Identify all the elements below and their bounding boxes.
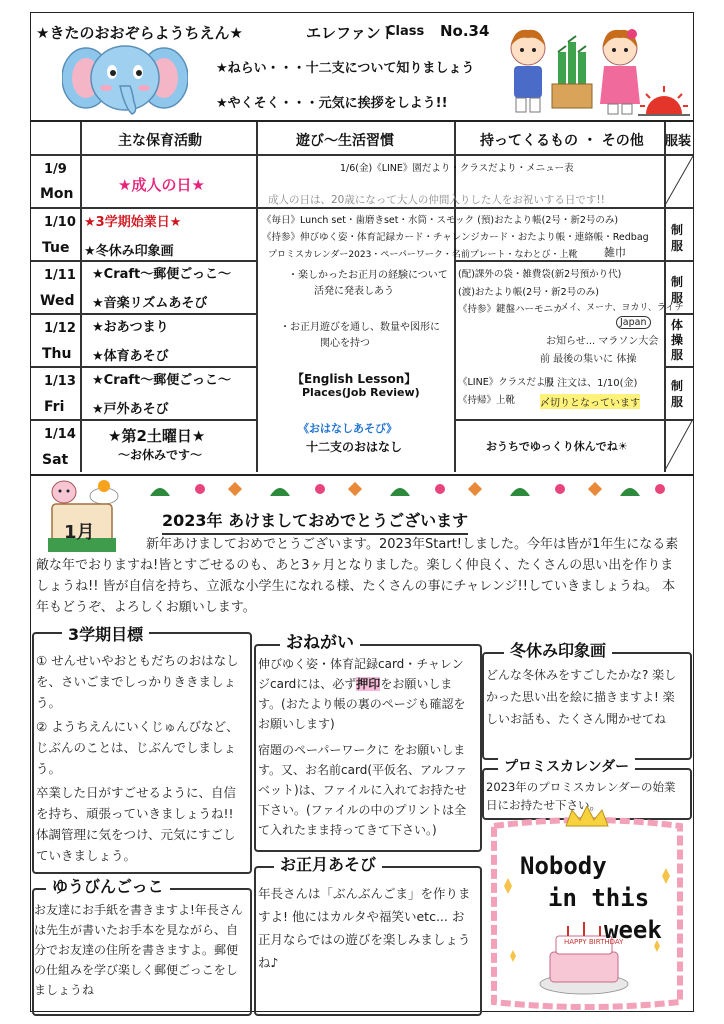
activity-saturday: ★第2土曜日★	[108, 427, 206, 445]
aim-text: ★ねらい・・・十二支について知りましょう	[216, 61, 475, 76]
new-year-greeting: 新年あけましておめでとうございます。2023年Start!しました。今年は皆が1年生になる素敵な年でおりますね!皆とすごせるのも、あと3ヶ月となりました。楽しく仲良く、たくさんの思い出を作りましょうね!! 皆が自信を持ち、立派な小学生になれる様、たくさんの事にチャレンジ!!していきましょうね。 本年もどうぞ、よろしくお願いします。	[36, 537, 679, 615]
goals-item: ② ようちえんにいくじゅんびなど、じぶんのことは、じぶんでしましょう。	[36, 719, 239, 776]
activity-saturday-sub: ～お休みです～	[118, 448, 203, 462]
birthday-line-3: week	[604, 916, 662, 944]
row-day: Thu	[42, 346, 72, 362]
monday-line-note: 1/6(金)《LINE》園だより・クラスだより・メニュー表	[340, 163, 574, 174]
row-day: Fri	[44, 399, 65, 415]
handwritten-names: メイ、ヌーナ、ヨカリ、ライチ	[560, 303, 684, 313]
diagonal-slash	[664, 156, 693, 207]
bring-wed: (渡)おたより帳(2号・新2号のみ)	[458, 287, 599, 298]
story-play-title: 《おはなしあそび》	[298, 422, 398, 435]
class-label: Class	[386, 24, 425, 39]
requests-text-2: をお願いします。(おたより帳の裏のページも確認をお願いします)	[258, 677, 466, 731]
school-name: ★きたのおおぞらようちえん★	[36, 24, 243, 42]
handwritten-note: 前 最後の集いに 体操	[540, 354, 637, 365]
row-date: 1/14	[44, 427, 76, 442]
new-year-title: 2023年 あけましておめでとうございます	[162, 508, 468, 535]
cake-text: HAPPY BIRTHDAY	[564, 938, 624, 946]
english-lesson-topic: Places(Job Review)	[302, 386, 420, 399]
homework-text: 宿題のペーパーワークに をお願いします。又、お名前card(平仮名、アルファベット)は、ファイルに入れてお持たせ下さい。(ファイルの中のプリントは全て入れたまま持ってきて下さい。)	[258, 743, 468, 837]
row-day: Wed	[40, 293, 75, 309]
header-bring: 持ってくるもの ・ その他	[480, 133, 644, 149]
header-activities: 主な保育活動	[118, 133, 202, 149]
row-day: Mon	[40, 186, 74, 202]
row-date: 1/9	[44, 162, 67, 177]
postal-text: お友達にお手紙を書きますよ!年長さんは先生が書いたお手本を見ながら、自分でお友達の住所を書きますよ。郵便の仕組みを学び楽しく郵便ごっこをしましょうね	[34, 903, 243, 997]
birthday-line-2: in this	[548, 884, 650, 912]
clothing-uniform: 制服	[671, 223, 684, 253]
play-text: 活発に発表しあう	[314, 286, 394, 297]
promise-calendar-text: 2023年のプロミスカレンダーの始業日にお持たせ下さい。	[486, 780, 676, 812]
row-date: 1/13	[44, 374, 76, 389]
activity-item: ★音楽リズムあそび	[92, 296, 208, 311]
promise-calendar-title: プロミスカレンダー	[498, 756, 635, 776]
play-text: ・楽しかったお正月の経験について	[288, 270, 448, 281]
goals-note: 卒業した日がすごせるように、自信を持ち、頑張っていきましょうね!! 体調管理に気をつけ、元気にすごしていきましょう。	[36, 785, 237, 863]
bring-calendar: プロミスカレンダー2023・ペーパーワーク・名前プレート・なわとび・上靴	[268, 250, 578, 260]
activity-item: ★冬休み印象画	[84, 244, 174, 259]
activity-holiday: ★成人の日★	[118, 176, 205, 194]
story-play-topic: 十二支のおはなし	[306, 440, 403, 454]
winter-text: どんな冬休みをすごしたかな? 楽しかった思い出を絵に描きますよ! 楽しいお話も、たくさん聞かせてね	[486, 668, 677, 726]
diagonal-slash	[664, 419, 693, 472]
requests-text	[258, 654, 474, 734]
sunrise-icon	[638, 84, 690, 118]
winter-title: 冬休み印象画	[504, 638, 612, 661]
bring-fri: 《持帰》上靴	[458, 395, 516, 406]
activity-item: ★戸外あそび	[92, 402, 169, 417]
goals-item: ① せんせいやおともだちのおはなしを、さいごまでしっかりききましょう。	[36, 653, 239, 710]
header-play: 遊び～生活習慣	[296, 133, 394, 149]
monday-holiday-note: 成人の日は、20歳になって大人の仲間入りした人をお祝いする日です!!	[268, 194, 605, 206]
promise-text: ★やくそく・・・元気に挨拶をしよう!!	[216, 96, 448, 111]
activity-item: ★Craft～郵便ごっこ～	[92, 373, 231, 388]
requests-text-1: 伸びゆく姿・体育記録card・チャレンジcardには、必ず	[258, 657, 464, 691]
activity-item: ★体育あそび	[92, 349, 169, 364]
postal-title: ゆうびんごっこ	[46, 874, 170, 897]
bring-wed: (配)課外の袋・雑費袋(新2号預かり代)	[458, 269, 622, 280]
play-text: ・お正月遊びを通し、数量や図形に	[280, 322, 440, 333]
newyear-play-title: お正月あそび	[274, 852, 382, 875]
row-date: 1/11	[44, 268, 76, 283]
bring-carry: 《持参》伸びゆく姿・体育記録カード・チャレンジカード・おたより帳・連絡帳・Redbag	[262, 232, 649, 243]
goals-title: 3学期目標	[62, 622, 149, 645]
handwritten-note: お知らせ... マラソン大会	[546, 336, 659, 347]
bring-fri: 《LINE》クラスだより	[458, 377, 555, 388]
elephant-illustration	[62, 42, 188, 118]
month-label: 1月	[64, 522, 95, 543]
handwritten-note: 服 注文は、1/10(金)	[544, 378, 638, 389]
clothing-gym: 体操服	[671, 318, 684, 362]
requests-title: おねがい	[280, 628, 360, 653]
play-text: 関心を持つ	[320, 338, 370, 349]
class-name: エレファント	[306, 24, 396, 42]
handwritten-note: 〆切りとなっています	[540, 394, 640, 409]
english-lesson-title: 【English Lesson】	[292, 372, 417, 386]
bring-wed: 《持参》鍵盤ハーモニカ	[458, 304, 563, 315]
row-date: 1/12	[44, 321, 76, 336]
newyear-play-text: 年長さんは「ぶんぶんごま」を作りますよ! 他にはカルタや福笑いetc... お正月ならではの遊びを楽しみましょうね♪	[258, 886, 471, 970]
activity-item: ★おあつまり	[92, 320, 169, 335]
row-day: Tue	[42, 240, 70, 256]
activity-item: ★Craft～郵便ごっこ～	[92, 267, 231, 282]
handwritten-rag: 雑巾	[604, 246, 626, 259]
stamp-word: 押印	[356, 677, 381, 691]
issue-number: No.34	[440, 22, 490, 40]
saturday-note: おうちでゆっくり休んでね☀	[486, 440, 628, 453]
decorative-border-icon	[120, 478, 692, 500]
bring-daily: 《毎日》Lunch set・歯磨きset・水筒・スモック (預)おたより帳(2号・新2号のみ)	[262, 215, 619, 226]
row-day: Sat	[42, 452, 69, 468]
activity-term-start: ★3学期始業日★	[84, 215, 182, 230]
clothing-uniform: 制服	[671, 379, 684, 409]
birthday-line-1: Nobody	[520, 852, 607, 880]
row-date: 1/10	[44, 215, 76, 230]
new-year-kids-illustration	[500, 22, 650, 118]
handwritten-japan: Japan	[616, 316, 651, 329]
clothing-uniform: 制服	[671, 275, 684, 305]
header-clothing: 服装	[665, 134, 692, 149]
